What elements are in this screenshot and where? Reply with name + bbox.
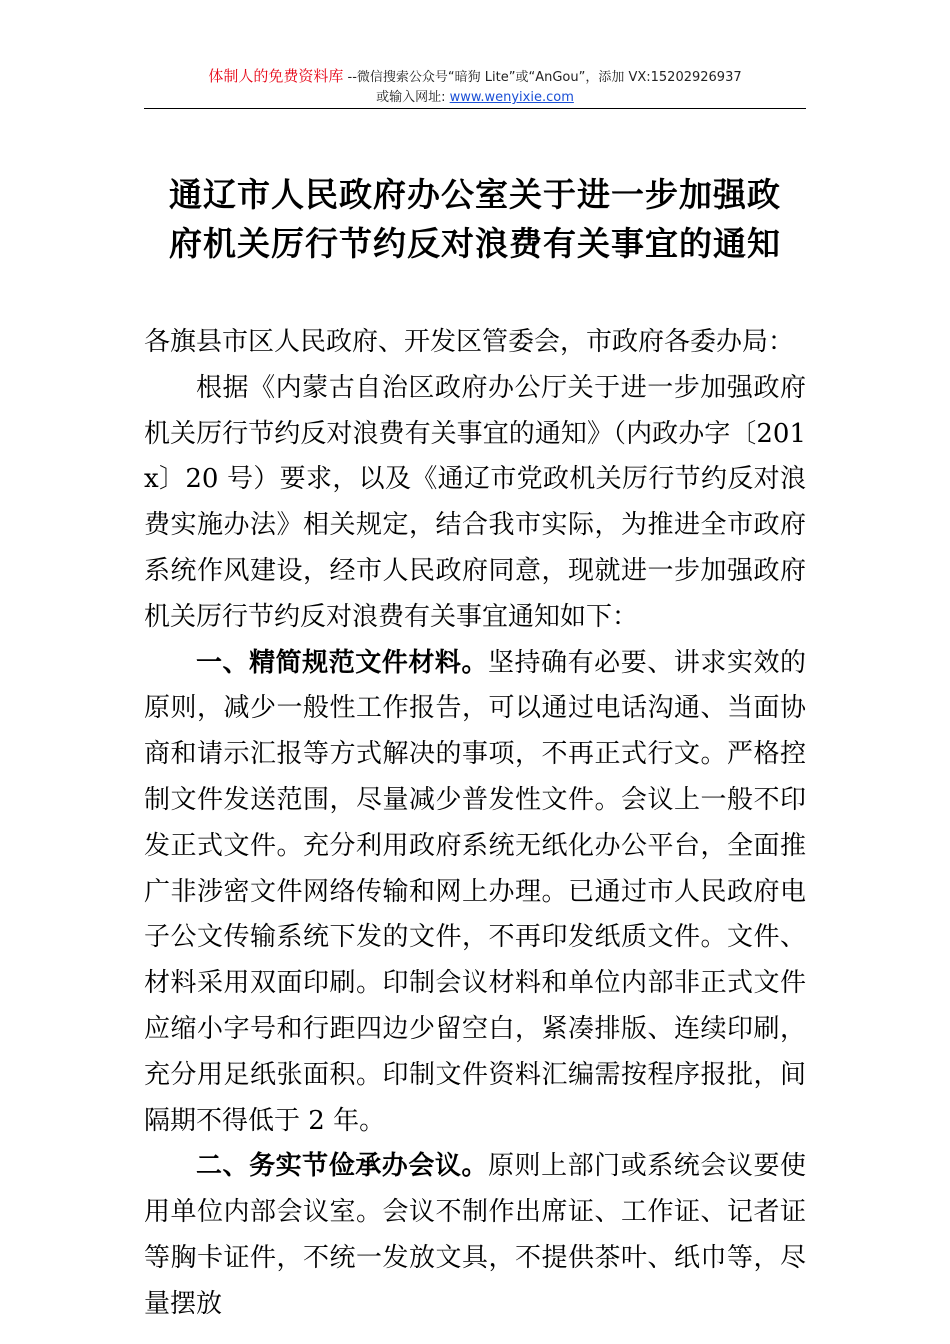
header-contact-text: --微信搜索公众号“暗狗 Lite”或“AnGou”，添加 VX:15202926937 — [343, 70, 742, 85]
section-1-paragraph — [144, 641, 806, 1145]
website-link[interactable]: www.wenyixie.com — [449, 90, 574, 105]
title-line-1: 通辽市人民政府办公室关于进一步加强政 — [169, 175, 781, 214]
url-prefix: 或输入网址: — [376, 90, 450, 105]
header-line-1 — [144, 66, 806, 88]
section-1-body: 坚持确有必要、讲求实效的原则，减少一般性工作报告，可以通过电话沟通、当面协商和请示汇报等方式解决的事项，不再正式行文。严格控制文件发送范围，尽量减少普发性文件。会议上一般不印发正式文件。充分利用政府系统无纸化办公平台，全面推广非涉密文件网络传输和网上办理。已通过市人民政府电子公文传输系统下发的文件，不再印发纸质文件。文件、材料采用双面印刷。印制会议材料和单位内部非正式文件应缩小字号和行距四边少留空白，紧凑排版、连续印刷，充分用足纸张面积。印制文件资料汇编需按程序报批，间隔期不得低于 2 年。 — [144, 647, 806, 1136]
document-body — [144, 320, 806, 1328]
intro-paragraph: 根据《内蒙古自治区政府办公厅关于进一步加强政府机关厉行节约反对浪费有关事宜的通知》（内政办字〔201x〕20 号）要求，以及《通辽市党政机关厉行节约反对浪费实施办法》相关规定，结合我市实际，为推进全市政府系统作风建设，经市人民政府同意，现就进一步加强政府机关厉行节约反对浪费有关事宜通知如下： — [144, 372, 806, 632]
section-2-paragraph — [144, 1144, 806, 1327]
salutation: 各旗县市区人民政府、开发区管委会，市政府各委办局： — [144, 327, 795, 357]
brand-name: 体制人的免费资料库 — [208, 67, 344, 85]
header-line-2 — [144, 88, 806, 108]
watermark-header — [144, 66, 806, 108]
header-divider — [144, 108, 806, 109]
title-line-2: 府机关厉行节约反对浪费有关事宜的通知 — [169, 224, 781, 263]
section-2-heading: 二、务实节俭承办会议。 — [196, 1151, 488, 1182]
document-title — [144, 170, 806, 268]
section-1-heading: 一、精简规范文件材料。 — [196, 647, 488, 678]
section-2-body: 原则上部门或系统会议要使用单位内部会议室。会议不制作出席证、工作证、记者证等胸卡证件，不统一发放文具，不提供茶叶、纸巾等，尽量摆放 — [144, 1151, 806, 1319]
